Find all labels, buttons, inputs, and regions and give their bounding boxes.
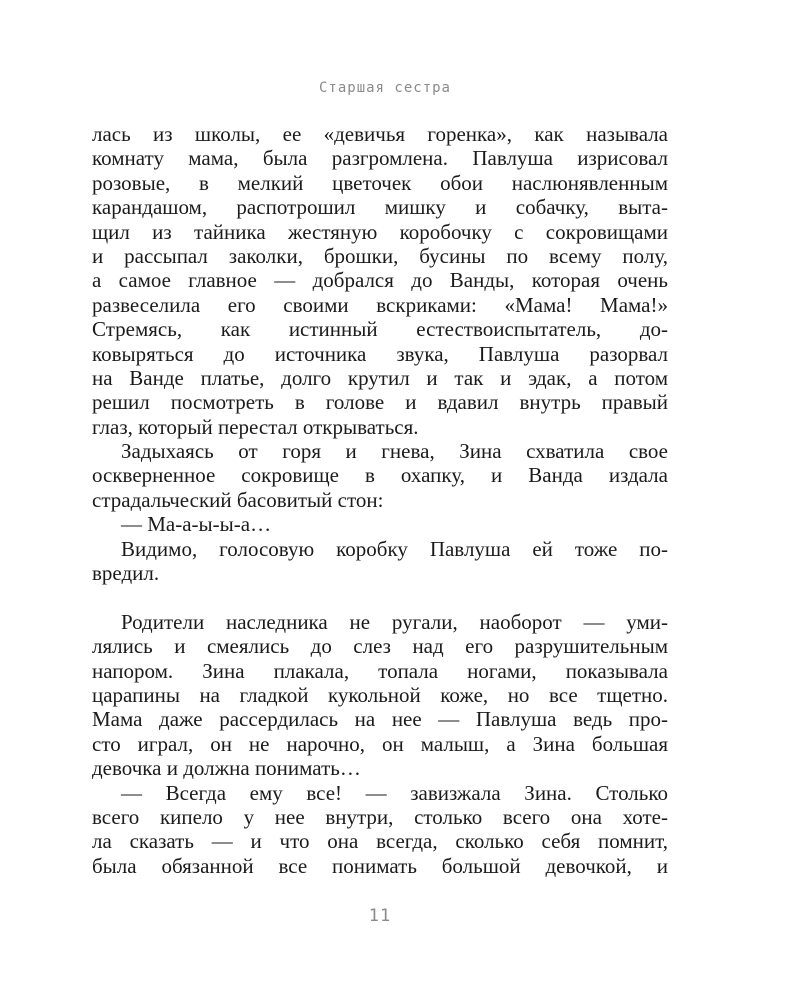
text-line: девочка и должна понимать… [92,756,361,781]
text-line: розовые, в мелкий цветочек обои наслюнявленным [92,170,668,195]
text-line: Стремясь, как истинный естествоиспытатель, до- [92,317,668,342]
text-line: напором. Зина плакала, топала ногами, показывала [92,658,668,683]
text-line: лялись и смеялись до слез над его разрушительным [92,634,668,659]
text-line: решил посмотреть в голове и вдавил внутрь правый [92,390,668,415]
text-line: глаз, который перестал открываться. [92,414,419,439]
text-line: оскверненное сокровище в охапку, и Ванда издала [92,463,668,488]
text-line: Видимо, голосовую коробку Павлуша ей тоже по- [121,536,668,561]
text-line: — Ма-а-ы-ы-а… [121,512,272,537]
text-line: ла сказать — и что она всегда, сколько себя помнит, [92,829,668,854]
text-line: Родители наследника не ругали, наоборот — уми- [121,609,668,634]
text-line: щил из тайника жестяную коробочку с сокровищами [92,219,668,244]
text-line: Задыхаясь от горя и гнева, Зина схватила свое [121,439,668,464]
text-line: вредил. [92,561,160,586]
text-line: страдальческий басовитый стон: [92,487,384,512]
text-line: царапины на гладкой кукольной коже, но все тщетно. [92,682,668,707]
page-number: 11 [368,906,392,926]
section-break [92,585,668,609]
body-text [92,122,668,878]
text-line: и рассыпал заколки, брошки, бусины по всему полу, [92,243,668,268]
text-line: развеселила его своими вскриками: «Мама! Мама!» [92,292,668,317]
text-line: а самое главное — добрался до Ванды, которая очень [92,268,668,293]
text-line: лась из школы, ее «девичья горенка», как называла [92,122,668,146]
text-line: сто играл, он не нарочно, он малыш, а Зина большая [92,731,668,756]
text-line: ковыряться до источника звука, Павлуша разорвал [92,341,668,366]
running-head-title: Старшая сестра [318,80,451,96]
text-line: карандашом, распотрошил мишку и собачку, выта- [92,195,668,220]
text-line: — Всегда ему все! — завизжала Зина. Столько [121,780,668,805]
text-line: на Ванде платье, долго крутил и так и эдак, а потом [92,365,668,390]
text-line: комнату мама, была разгромлена. Павлуша изрисовал [92,146,668,171]
text-line: всего кипело у нее внутри, столько всего она хоте- [92,804,668,829]
text-line: Мама даже рассердилась на нее — Павлуша ведь про- [92,707,668,732]
text-line: была обязанной все понимать большой девочкой, и [92,853,668,878]
